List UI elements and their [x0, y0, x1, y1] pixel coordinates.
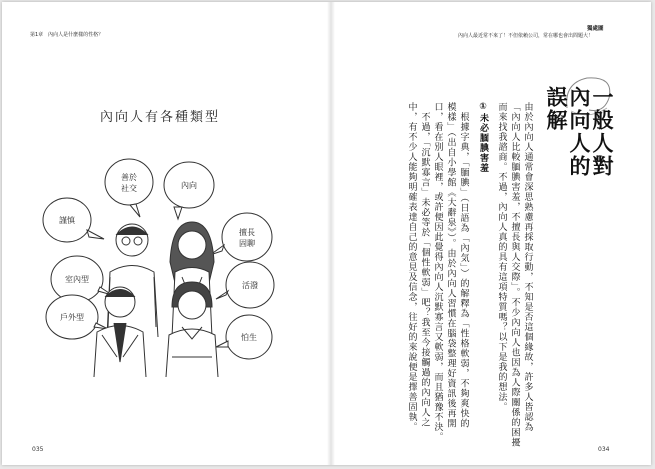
body-column: 由於內向人通常會深思熟慮再採取行動，不知是否這個緣故，許多人皆認為 [522, 102, 533, 432]
person-suit-man [94, 287, 146, 377]
chapter-title-line: 一般人對 [590, 86, 614, 178]
bubble-chatting [222, 213, 272, 261]
body-column: 口，看在別人眼裡，或許便因此覺得內向人沉默寡言又軟弱，而且猶豫不決。 [432, 102, 443, 442]
body-column: 模樣」（出自小學館《大辭泉》）。由於內向人習慣在腦袋整理好資訊後再開 [445, 102, 456, 429]
bubble-sociable [105, 159, 153, 205]
bubble-label: 室內型 [65, 275, 89, 284]
person-glasses-man [107, 224, 158, 337]
bubble-label: 善於社交 [121, 173, 137, 193]
body-column: 中，有不少人能夠明確表達自己的意見及信念，往好的來說便是擇善固執。 [406, 102, 417, 432]
introvert-types-illustration [32, 127, 322, 377]
bubble-label: 謹慎 [59, 216, 75, 225]
bubble-label: 怕生 [241, 333, 257, 342]
right-page-number: 034 [598, 446, 610, 453]
body-column: 不過，「沉默寡言」未必等於「個性軟弱」吧？我至今接觸過的內向人之 [419, 102, 430, 428]
person-long-hair-woman [170, 222, 214, 337]
body-column: 「內向人比較腼腆害羞，不擅長與人交際」。不少內向人也因為人際關係的困擾 [509, 102, 520, 448]
left-page-number: 035 [32, 446, 44, 453]
book-spread [2, 2, 651, 465]
section-heading: ①未必腼腆害羞 [478, 102, 488, 173]
bubble-label: 內向 [181, 181, 197, 190]
book-gutter [327, 2, 335, 465]
bubble-label: 戶外型 [60, 313, 84, 322]
right-header-subtitle: 內向人最近常不來了！不但依賴公司，常在哪也會出問題大！ [458, 33, 594, 39]
body-column: 而來找我諮商。不過，內向人真的具有這項特質嗎？以下是我的想法。 [496, 102, 507, 412]
chapter-title-line: 誤解 [544, 86, 568, 132]
left-page-header: 第1章 內向人是什麼樣的性格？ [30, 32, 104, 38]
chapter-title-line: 內向人的 [567, 86, 591, 178]
body-column: 根據字典，「腼腆」（日語為「內気」）的解釋為「性格軟弱，不夠爽快的 [458, 102, 469, 429]
illustration-title: 內向人有各種類型 [100, 110, 221, 125]
bubble-label: 擅長固聊 [239, 228, 255, 248]
bubble-label: 活潑 [242, 281, 258, 290]
right-header-title: 獨處圖 [587, 26, 604, 32]
